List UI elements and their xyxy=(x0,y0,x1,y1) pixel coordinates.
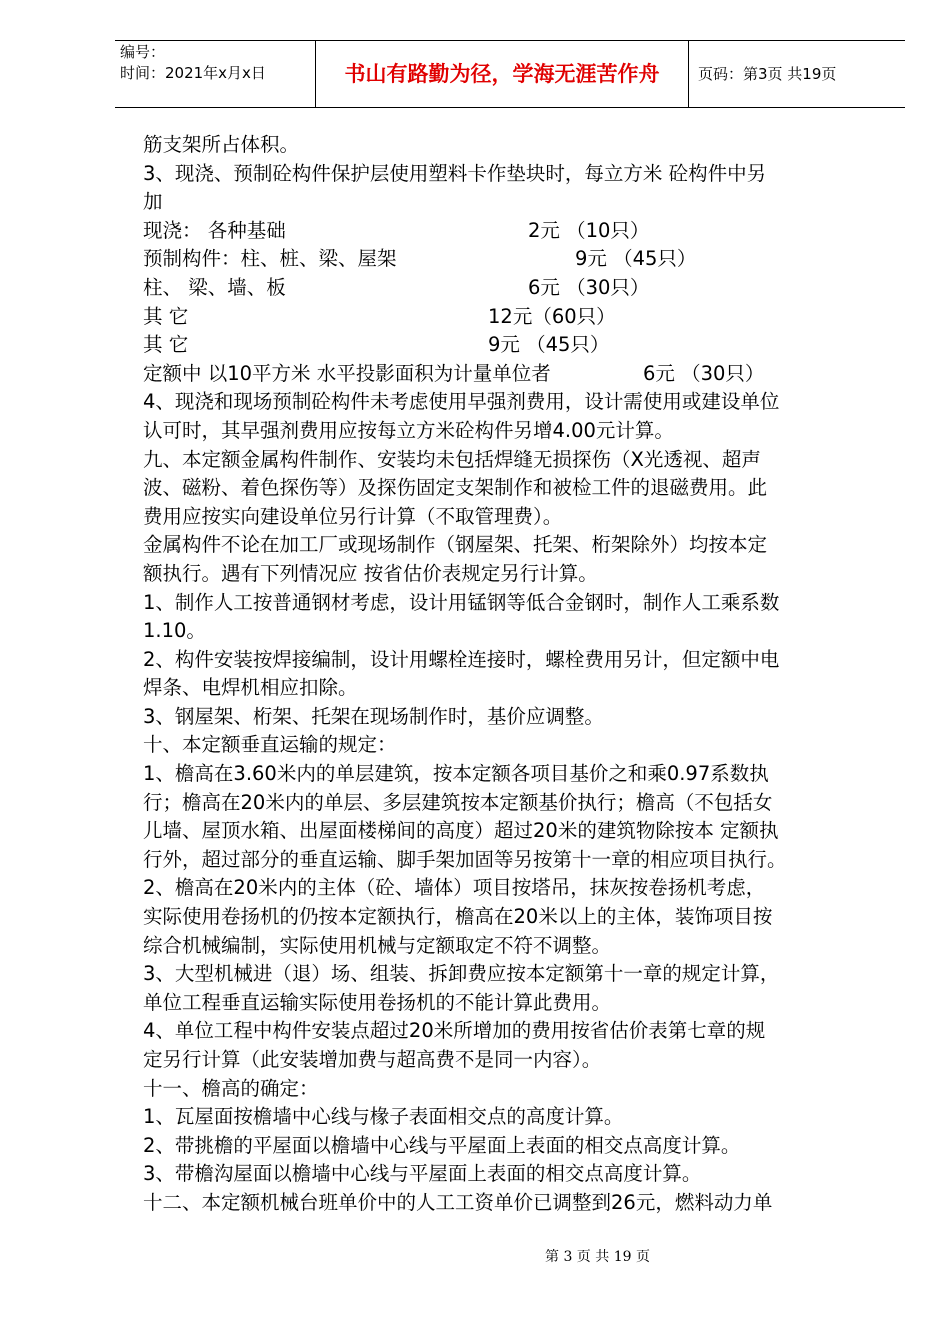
header-motto: 书山有路勤为径，学海无涯苦作舟 xyxy=(344,61,660,86)
text-line: 1.10。 xyxy=(143,619,206,643)
page-footer: 第 3 页 共 19 页 xyxy=(545,1249,650,1265)
price-item-label: 其 它 xyxy=(143,304,189,328)
text-line: 加 xyxy=(143,190,163,214)
price-item-label: 柱、 梁、墙、板 xyxy=(143,275,286,299)
text-line: 2、构件安装按焊接编制，设计用螺栓连接时，螺栓费用另计，但定额中电 xyxy=(143,647,780,671)
text-line: 行；檐高在20米内的单层、多层建筑按本定额基价执行；檐高（不包括女 xyxy=(143,790,773,814)
text-line: 九、本定额金属构件制作、安装均未包括焊缝无损探伤（X光透视、超声 xyxy=(143,447,761,471)
text-line xyxy=(143,245,883,274)
price-item-label: 定额中 以10平方米 水平投影面积为计量单位者 xyxy=(143,361,551,385)
text-line xyxy=(143,331,883,360)
text-line: 额执行。遇有下列情况应 按省估价表规定另行计算。 xyxy=(143,561,598,585)
text-line: 1、制作人工按普通钢材考虑，设计用锰钢等低合金钢时，制作人工乘系数 xyxy=(143,590,780,614)
text-line: 焊条、电焊机相应扣除。 xyxy=(143,676,358,700)
text-line: 认可时，其早强剂费用应按每立方米砼构件另增4.00元计算。 xyxy=(143,418,674,442)
text-line xyxy=(143,274,883,303)
header-page-number: 页码：第3页 共19页 xyxy=(698,65,837,83)
text-line: 3、钢屋架、桁架、托架在现场制作时，基价应调整。 xyxy=(143,704,604,728)
text-line: 单位工程垂直运输实际使用卷扬机的不能计算此费用。 xyxy=(143,990,612,1014)
text-line: 十一、檐高的确定： xyxy=(143,1076,319,1100)
text-line: 3、现浇、预制砼构件保护层使用塑料卡作垫块时，每立方米 砼构件中另 xyxy=(143,161,767,185)
text-line: 3、大型机械进（退）场、组装、拆卸费应按本定额第十一章的规定计算， xyxy=(143,962,780,986)
header-meta xyxy=(120,42,315,84)
text-line: 金属构件不论在加工厂或现场制作（钢屋架、托架、桁架除外）均按本定 xyxy=(143,533,768,557)
price-item-value: 12元（60只） xyxy=(488,304,616,328)
text-line xyxy=(143,217,883,246)
header-divider xyxy=(688,41,689,107)
text-line: 费用应按实向建设单位另行计算（不取管理费）。 xyxy=(143,504,563,528)
price-item-value: 6元 （30只） xyxy=(528,275,650,299)
price-item-label: 现浇： 各种基础 xyxy=(143,218,286,242)
text-line: 实际使用卷扬机的仍按本定额执行，檐高在20米以上的主体，装饰项目按 xyxy=(143,905,773,929)
text-line: 2、带挑檐的平屋面以檐墙中心线与平屋面上表面的相交点高度计算。 xyxy=(143,1133,741,1157)
text-line: 十、本定额垂直运输的规定： xyxy=(143,733,397,757)
price-item-label: 其 它 xyxy=(143,333,189,357)
text-line: 1、瓦屋面按檐墙中心线与椽子表面相交点的高度计算。 xyxy=(143,1105,624,1129)
text-line: 波、磁粉、着色探伤等）及探伤固定支架制作和被检工件的退磁费用。此 xyxy=(143,476,768,500)
text-line: 筋支架所占体积。 xyxy=(143,133,300,156)
text-line: 4、单位工程中构件安装点超过20米所增加的费用按省估价表第七章的规 xyxy=(143,1019,766,1043)
text-line: 行外，超过部分的垂直运输、脚手架加固等另按第十一章的相应项目执行。 xyxy=(143,847,787,871)
price-item-value: 6元 （30只） xyxy=(643,361,765,385)
time-label: 时间：2021年x月x日 xyxy=(120,64,266,82)
price-item-value: 9元 （45只） xyxy=(488,333,610,357)
price-item-value: 2元 （10只） xyxy=(528,218,650,242)
serial-label: 编号： xyxy=(120,43,166,61)
text-line: 1、檐高在3.60米内的单层建筑，按本定额各项目基价之和乘0.97系数执 xyxy=(143,762,769,786)
text-line: 定另行计算（此安装增加费与超高费不是同一内容）。 xyxy=(143,1048,602,1071)
page-header xyxy=(115,40,905,108)
price-item-value: 9元 （45只） xyxy=(575,247,697,271)
text-line: 十二、本定额机械台班单价中的人工工资单价已调整到26元，燃料动力单 xyxy=(143,1190,773,1214)
text-line: 2、檐高在20米内的主体（砼、墙体）项目按塔吊，抹灰按卷扬机考虑， xyxy=(143,876,766,900)
text-line: 3、带檐沟屋面以檐墙中心线与平屋面上表面的相交点高度计算。 xyxy=(143,1162,702,1186)
price-item-label: 预制构件：柱、桩、梁、屋架 xyxy=(143,247,397,271)
document-body xyxy=(143,131,883,1218)
text-line: 4、现浇和现场预制砼构件未考虑使用早强剂费用，设计需使用或建设单位 xyxy=(143,390,780,414)
text-line xyxy=(143,303,883,332)
text-line: 儿墙、屋顶水箱、出屋面楼梯间的高度）超过20米的建筑物除按本 定额执 xyxy=(143,819,779,843)
text-line xyxy=(143,360,883,389)
text-line: 综合机械编制，实际使用机械与定额取定不符不调整。 xyxy=(143,933,612,957)
